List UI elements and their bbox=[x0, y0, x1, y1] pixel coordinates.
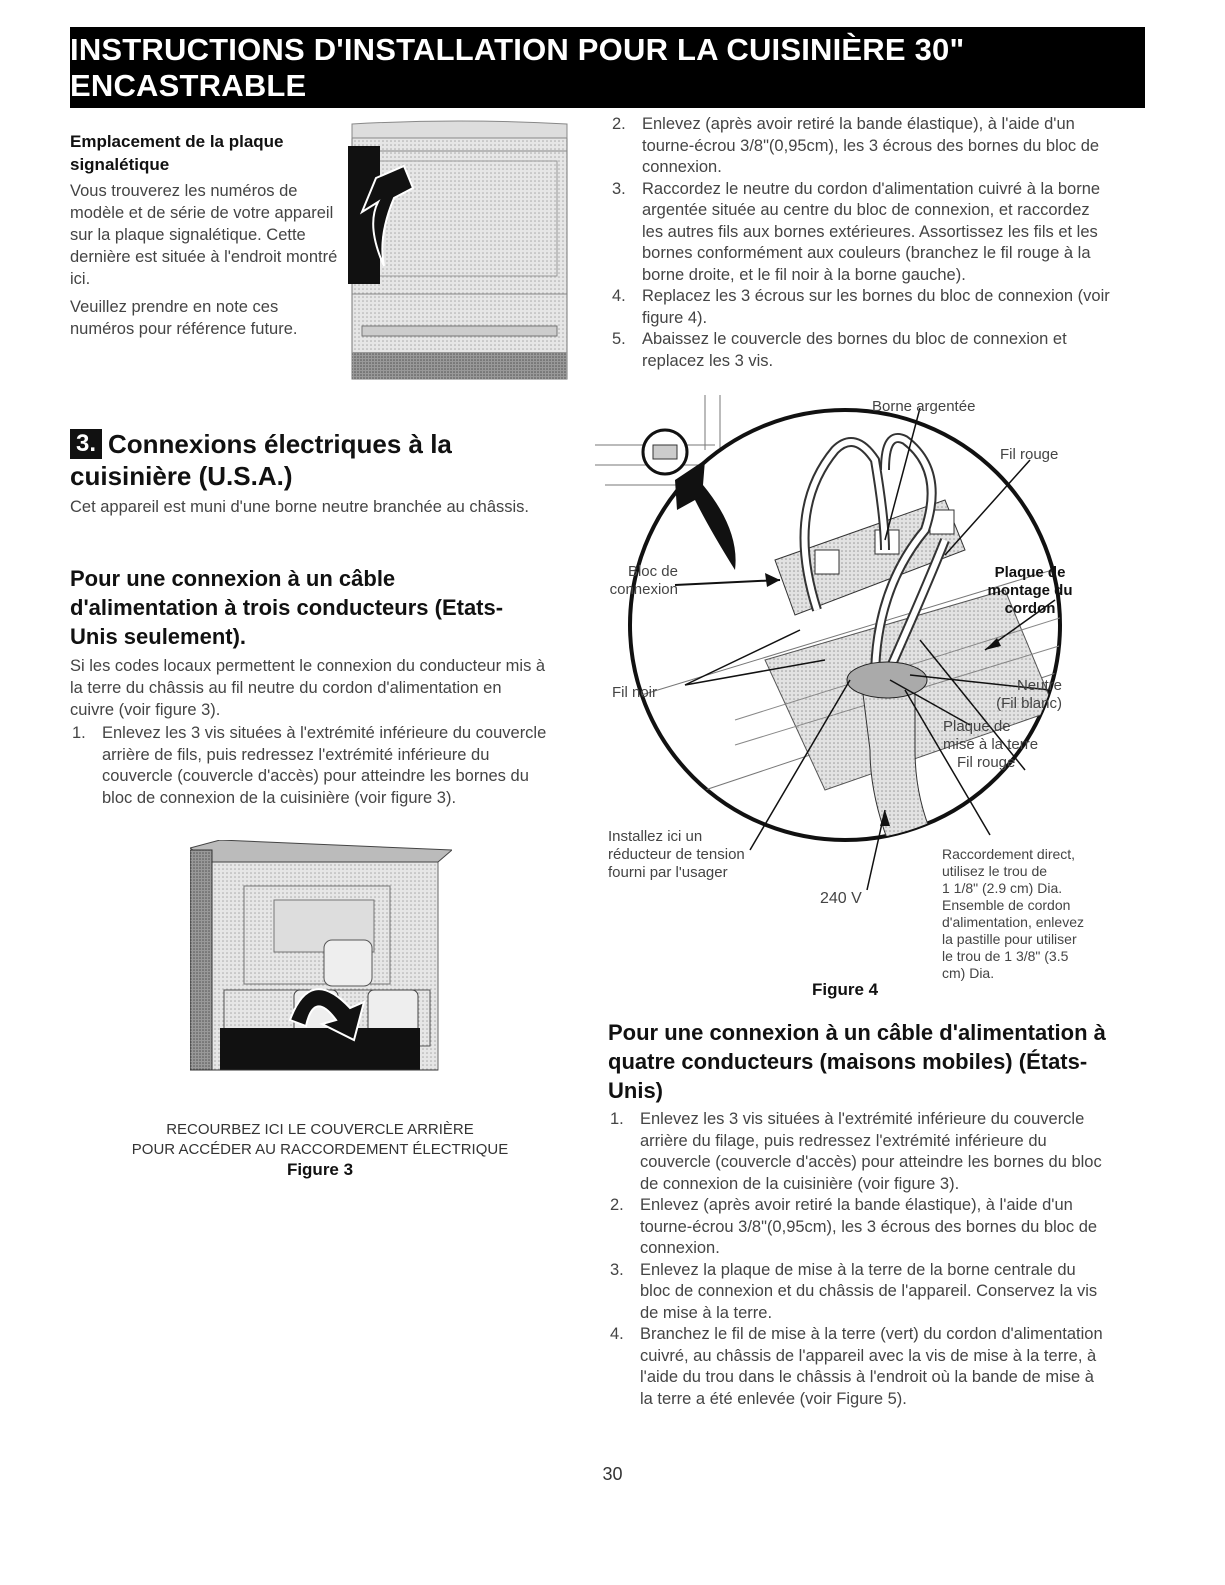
list-item: 1. Enlevez les 3 vis situées à l'extrémité inférieure du couvercle arrière de fils, puis redressez l'extrémité inférieure du couvercle (couvercle d'accès) pour atteindre les bornes du bloc de connexion de la cuisinière (voir figure 3). bbox=[72, 724, 547, 807]
list-item: 2. Enlevez (après avoir retiré la bande élastique), à l'aide d'un tourne-écrou 3/8"(0,95cm), les 3 écrous des bornes du bloc de connexion. bbox=[612, 115, 1100, 176]
page-header bbox=[70, 27, 1145, 108]
label-plaque-terre: Plaque de mise à la terre Fil rouge bbox=[943, 718, 1039, 771]
list-item: 2. Enlevez (après avoir retiré la bande élastique), à l'aide d'un tourne-écrou 3/8"(0,95cm), les 3 écrous des bornes du bloc de connexion. bbox=[610, 1196, 1098, 1257]
list-item: 3. Enlevez la plaque de mise à la terre de la borne centrale du bloc de connexion et du châssis de l'appareil. Conservez la vis de mise à la terre. bbox=[610, 1260, 1098, 1322]
section-3-title bbox=[70, 428, 540, 492]
figure-3-illustration bbox=[190, 840, 452, 1095]
nameplate-para2: Veuillez prendre en note ces numéros pour référence future. bbox=[70, 298, 298, 338]
label-fil-noir: Fil noir bbox=[612, 684, 658, 701]
label-borne-argentee: Borne argentée bbox=[872, 398, 976, 415]
label-bloc-connexion: Bloc de connexion bbox=[609, 563, 678, 598]
three-wire-steps-left bbox=[70, 723, 548, 809]
nameplate-block bbox=[70, 130, 338, 340]
list-item: 3. Raccordez le neutre du cordon d'alimentation cuivré à la borne argentée située au centre du bloc de connexion, et raccordez les autres fils aux bornes extérieures. Assortissez les fils et les bornes conformément aux couleurs (branchez le fil rouge à la borne droite, et le fil noir à la borne gauche). bbox=[612, 179, 1101, 284]
list-item: 4. Branchez le fil de mise à la terre (vert) du cordon d'alimentation cuivré, au châssis de l'appareil avec la vis de mise à la terre, à l'aide du trou dans le châssis à l'endroit où la bande de mise à la terre a été enlevée (voir Figure 5). bbox=[610, 1325, 1103, 1408]
label-fil-rouge-top: Fil rouge bbox=[1000, 446, 1059, 463]
label-240v: 240 V bbox=[820, 890, 862, 907]
four-wire-steps bbox=[608, 1109, 1108, 1410]
nameplate-heading: Emplacement de la plaque signalétique bbox=[70, 132, 284, 174]
label-reducteur: Installez ici un réducteur de tension fourni par l'usager bbox=[608, 828, 745, 881]
three-wire-block bbox=[70, 564, 548, 809]
figure-3-caption-line1: RECOURBEZ ICI LE COUVERCLE ARRIÈRE bbox=[166, 1121, 474, 1138]
figure-3-caption-block bbox=[70, 1120, 570, 1180]
list-item: 1. Enlevez les 3 vis situées à l'extrémité inférieure du couvercle arrière du filage, puis redressez l'extrémité inférieure du couvercle (couvercle d'accès) pour atteindre les bornes du bloc de connexion de la cuisinière (voir figure 3). bbox=[610, 1110, 1102, 1193]
section-3-title-text: Connexions électriques à la cuisinière (U.S.A.) bbox=[70, 429, 452, 491]
label-plaque-montage: Plaque de montage du cordon bbox=[987, 564, 1073, 617]
figure-3-label: Figure 3 bbox=[286, 1160, 354, 1179]
figure-3-caption-line2: POUR ACCÉDER AU RACCORDEMENT ÉLECTRIQUE bbox=[131, 1141, 509, 1158]
nameplate-location-illustration bbox=[318, 116, 573, 386]
label-neutre: Neutre (Fil blanc) bbox=[996, 677, 1062, 712]
nameplate-para1: Vous trouverez les numéros de modèle et de série de votre appareil sur la plaque signalétique. Cette dernière est située à l'endroit montré ici. bbox=[70, 182, 338, 288]
three-wire-heading: Pour une connexion à un câble d'alimentation à trois conducteurs (Etats-Unis seulement). bbox=[70, 566, 504, 649]
section-number-badge: 3. bbox=[70, 429, 102, 459]
label-raccordement: Raccordement direct, utilisez le trou de 1 1/8" (2.9 cm) Dia. Ensemble de cordon d'alimentation, enlevez la pastille pour utiliser le trou de 1 3/8" (3.5 cm) Dia. bbox=[942, 846, 1084, 981]
four-wire-heading: Pour une connexion à un câble d'alimentation à quatre conducteurs (maisons mobiles) (États-Unis) bbox=[608, 1020, 1106, 1103]
section-3-intro: Cet appareil est muni d'une borne neutre branchée au châssis. bbox=[70, 498, 530, 516]
page-number: 30 bbox=[602, 1464, 623, 1484]
three-wire-steps-right bbox=[610, 114, 1110, 372]
figure-4-label: Figure 4 bbox=[812, 980, 879, 999]
list-item: 4. Replacez les 3 écrous sur les bornes du bloc de connexion (voir figure 4). bbox=[612, 287, 1110, 327]
header-title: INSTRUCTIONS D'INSTALLATION POUR LA CUISINIÈRE 30" ENCASTRABLE bbox=[70, 31, 965, 103]
four-wire-block bbox=[608, 1018, 1108, 1410]
three-wire-steps-right-block bbox=[610, 114, 1110, 372]
section-3-block bbox=[70, 428, 540, 518]
three-wire-intro: Si les codes locaux permettent le connexion du conducteur mis à la terre du châssis au fil neutre du cordon d'alimentation en cuivre (voir figure 3). bbox=[70, 657, 546, 719]
list-item: 5. Abaissez le couvercle des bornes du bloc de connexion et replacez les 3 vis. bbox=[612, 330, 1067, 370]
